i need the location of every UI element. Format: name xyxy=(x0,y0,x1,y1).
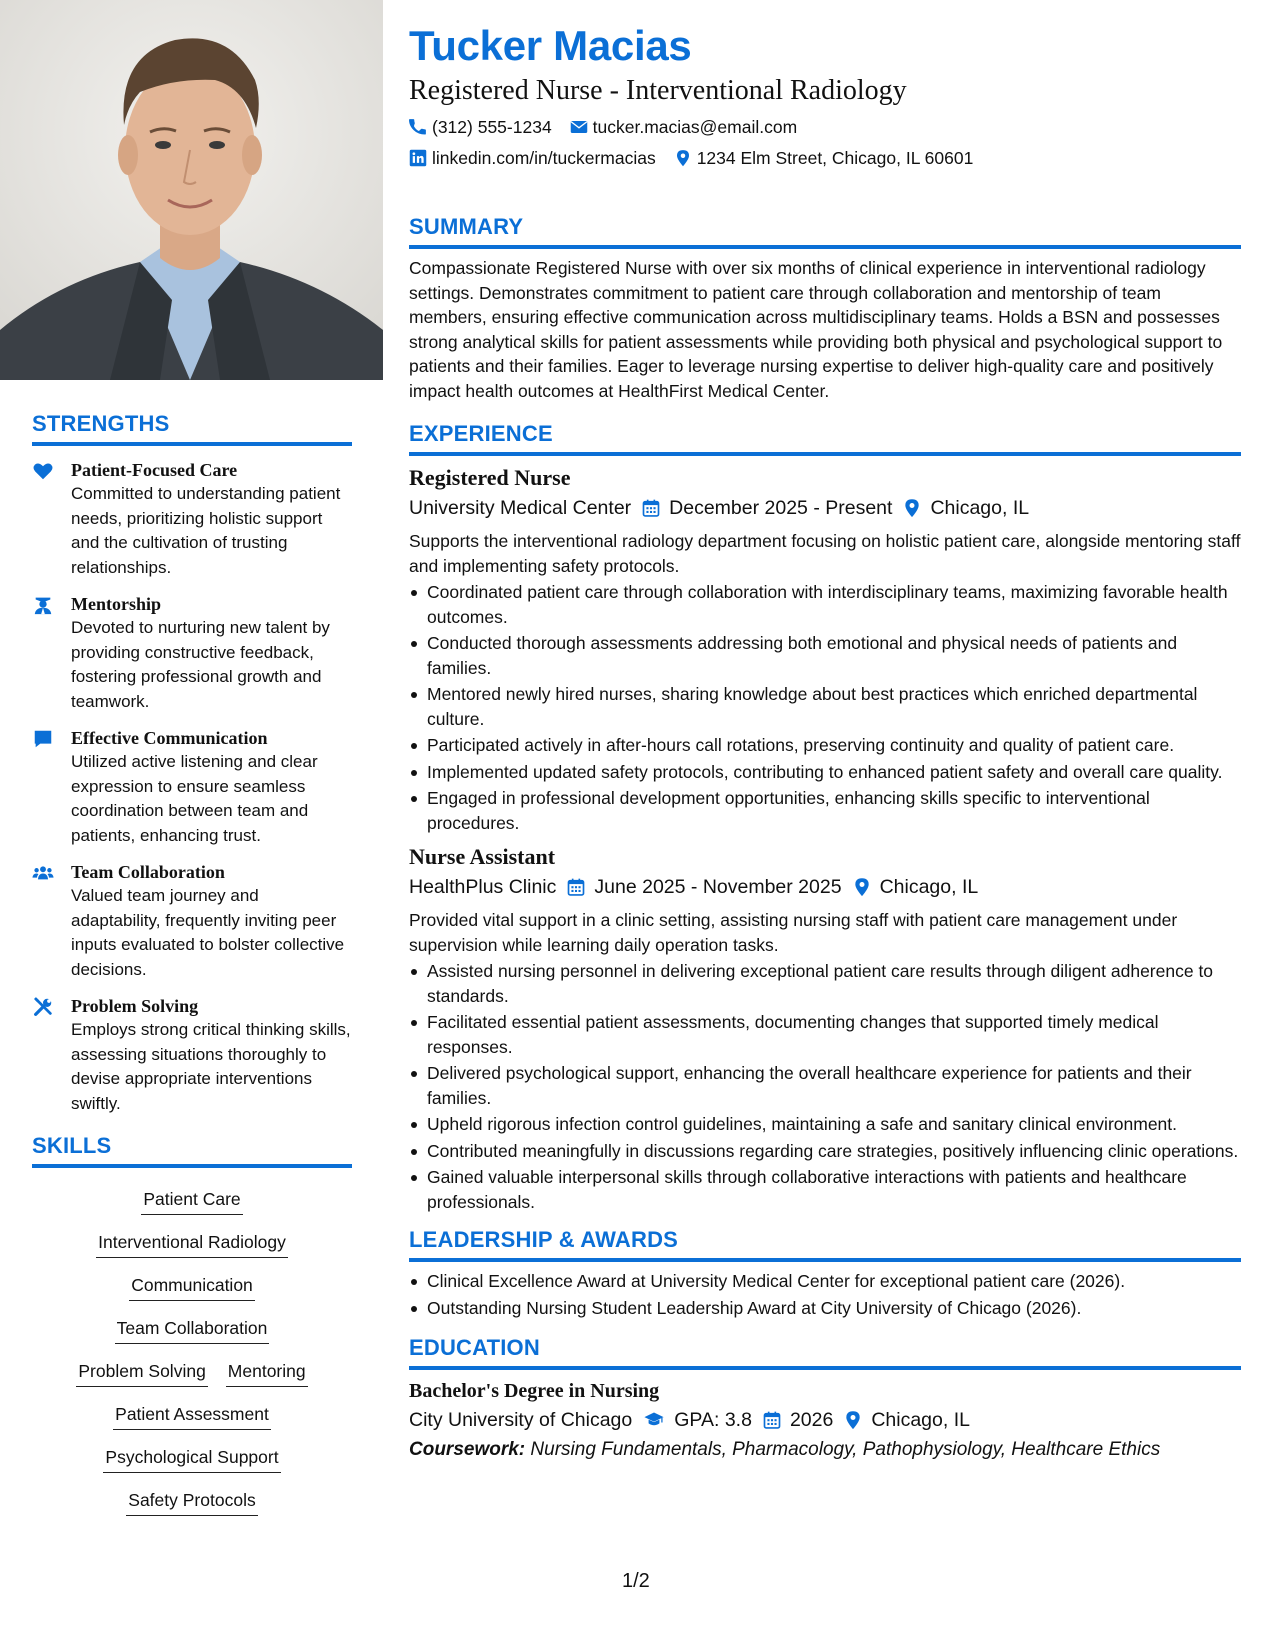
job-entry xyxy=(409,464,1241,835)
list-item: Upheld rigorous infection control guidelines, maintaining a safe and sanitary clinical environment. xyxy=(409,1112,1241,1137)
job-dates-text: June 2025 - November 2025 xyxy=(594,876,842,898)
email-contact[interactable] xyxy=(570,114,798,140)
job-bullets xyxy=(409,580,1241,835)
strength-item xyxy=(32,458,352,580)
leadership-section xyxy=(409,1226,1241,1320)
list-item: Implemented updated safety protocols, contributing to enhanced patient safety and overall care quality. xyxy=(409,760,1241,785)
page-number: 1/2 xyxy=(622,1570,650,1592)
education-location-text: Chicago, IL xyxy=(871,1409,970,1431)
education-location xyxy=(843,1406,970,1434)
strength-desc: Utilized active listening and clear expression to ensure seamless coordination between team and patients, enhancing trust. xyxy=(71,752,318,845)
gpa xyxy=(642,1406,752,1434)
envelope-icon xyxy=(570,118,588,136)
job-title: Registered Nurse xyxy=(409,465,571,490)
linkedin-text: linkedin.com/in/tuckermacias xyxy=(432,148,656,168)
education-meta xyxy=(409,1406,1241,1434)
skill-tag: Patient Care xyxy=(141,1186,242,1215)
skill-tag: Problem Solving xyxy=(76,1358,207,1387)
education-section xyxy=(409,1334,1241,1464)
map-pin-icon xyxy=(902,498,922,518)
candidate-role: Registered Nurse - Interventional Radiology xyxy=(409,75,907,106)
education-year xyxy=(762,1406,833,1434)
left-column xyxy=(32,410,352,1530)
tools-icon xyxy=(32,996,54,1018)
strengths-list xyxy=(32,458,352,1116)
email-text: tucker.macias@email.com xyxy=(592,117,798,137)
linkedin-icon xyxy=(409,149,427,167)
coursework xyxy=(409,1436,1241,1464)
contact-row-2 xyxy=(409,145,1241,171)
address-contact xyxy=(674,145,974,171)
phone-text: (312) 555-1234 xyxy=(432,117,552,137)
list-item: Contributed meaningfully in discussions regarding care strategies, positively influencing clinic operations. xyxy=(409,1139,1241,1164)
skill-tag: Mentoring xyxy=(226,1358,308,1387)
users-icon xyxy=(32,862,54,884)
list-item: Delivered psychological support, enhancing the overall healthcare experience for patients and their families. xyxy=(409,1061,1241,1110)
strengths-heading: STRENGTHS xyxy=(32,410,352,446)
strength-title: Patient-Focused Care xyxy=(71,460,238,480)
job-entry xyxy=(409,843,1241,1214)
strength-title: Mentorship xyxy=(71,594,161,614)
skill-tag: Communication xyxy=(129,1272,255,1301)
job-meta xyxy=(409,494,1241,522)
chat-bubble-icon xyxy=(32,728,54,750)
skills-heading: SKILLS xyxy=(32,1132,352,1168)
strength-desc: Committed to understanding patient needs, prioritizing holistic support and the cultivation of trusting relationships. xyxy=(71,484,341,577)
map-pin-icon xyxy=(852,877,872,897)
map-pin-icon xyxy=(674,149,692,167)
right-column xyxy=(409,20,1241,1464)
skill-tag: Patient Assessment xyxy=(113,1401,271,1430)
strength-title: Team Collaboration xyxy=(71,862,225,882)
address-text: 1234 Elm Street, Chicago, IL 60601 xyxy=(696,148,974,168)
list-item: Mentored newly hired nurses, sharing knowledge about best practices which enriched departmental culture. xyxy=(409,682,1241,731)
experience-heading: EXPERIENCE xyxy=(409,420,1241,456)
strength-item xyxy=(32,592,352,714)
degree-title: Bachelor's Degree in Nursing xyxy=(409,1380,660,1402)
summary-heading: SUMMARY xyxy=(409,213,1241,249)
strength-title: Problem Solving xyxy=(71,996,199,1016)
map-pin-icon xyxy=(843,1410,863,1430)
skill-tag: Psychological Support xyxy=(103,1444,280,1473)
calendar-icon xyxy=(641,498,661,518)
calendar-icon xyxy=(762,1410,782,1430)
job-location xyxy=(902,494,1029,522)
list-item: Coordinated patient care through collaboration with interdisciplinary teams, maximizing favorable health outcomes. xyxy=(409,580,1241,629)
list-item: Clinical Excellence Award at University Medical Center for exceptional patient care (2026). xyxy=(409,1269,1241,1294)
job-company: HealthPlus Clinic xyxy=(409,876,557,898)
skill-tag: Interventional Radiology xyxy=(96,1229,288,1258)
job-meta xyxy=(409,873,1241,901)
list-item: Facilitated essential patient assessments, documenting changes that supported timely medical responses. xyxy=(409,1010,1241,1059)
summary-section xyxy=(409,213,1241,403)
phone-icon xyxy=(409,118,427,136)
profile-photo xyxy=(0,0,383,380)
contact-row xyxy=(409,114,1241,140)
job-dates-text: December 2025 - Present xyxy=(669,497,893,519)
leadership-list xyxy=(409,1269,1241,1320)
job-location-text: Chicago, IL xyxy=(879,876,979,898)
candidate-name: Tucker Macias xyxy=(409,22,692,69)
gpa-text: GPA: 3.8 xyxy=(674,1409,752,1431)
strength-desc: Valued team journey and adaptability, frequently inviting peer inputs evaluated to bolster collective decisions. xyxy=(71,886,345,979)
list-item: Participated actively in after-hours call rotations, preserving continuity and quality of patient care. xyxy=(409,733,1241,758)
job-title: Nurse Assistant xyxy=(409,844,556,869)
job-summary: Supports the interventional radiology department focusing on holistic patient care, alongside mentoring staff and implementing safety protocols. xyxy=(409,531,1241,576)
list-item: Conducted thorough assessments addressing both emotional and physical needs of patients and families. xyxy=(409,631,1241,680)
job-dates xyxy=(641,494,892,522)
strength-desc: Devoted to nurturing new talent by providing constructive feedback, fostering professional growth and teamwork. xyxy=(71,618,330,711)
education-year-text: 2026 xyxy=(789,1409,834,1431)
list-item: Engaged in professional development opportunities, enhancing skills specific to interventional procedures. xyxy=(409,786,1241,835)
heart-icon xyxy=(32,460,54,482)
skills-list xyxy=(32,1186,352,1516)
strength-item xyxy=(32,994,352,1116)
school-name: City University of Chicago xyxy=(409,1409,633,1431)
job-company: University Medical Center xyxy=(409,497,632,519)
job-location xyxy=(852,873,979,901)
job-location-text: Chicago, IL xyxy=(930,497,1030,519)
strength-item xyxy=(32,860,352,982)
list-item: Gained valuable interpersonal skills through collaborative interactions with patients and healthcare professionals. xyxy=(409,1165,1241,1214)
summary-text: Compassionate Registered Nurse with over six months of clinical experience in interventional radiology settings. Demonstrates commitment to patient care through collaboration and mentorship of team members, ensuring effective communication across multidisciplinary teams. Holds a BSN and possesses strong analytical skills for patient assessments while providing both physical and psychological support to patients and their families. Eager to leverage nursing expertise to deliver high-quality care and positively impact health outcomes at HealthFirst Medical Center. xyxy=(409,258,1223,401)
strength-desc: Employs strong critical thinking skills, assessing situations thoroughly to devise appropriate interventions swiftly. xyxy=(71,1020,351,1113)
linkedin-contact[interactable] xyxy=(409,145,656,171)
calendar-icon xyxy=(566,877,586,897)
experience-section xyxy=(409,420,1241,1214)
list-item: Assisted nursing personnel in delivering exceptional patient care results through diligent adherence to standards. xyxy=(409,959,1241,1008)
skill-tag: Safety Protocols xyxy=(126,1487,257,1516)
list-item: Outstanding Nursing Student Leadership Award at City University of Chicago (2026). xyxy=(409,1296,1241,1321)
job-dates xyxy=(566,873,841,901)
leadership-heading: LEADERSHIP & AWARDS xyxy=(409,1226,1241,1262)
graduate-icon xyxy=(32,594,54,616)
job-bullets xyxy=(409,959,1241,1214)
skill-tag: Team Collaboration xyxy=(115,1315,270,1344)
job-summary: Provided vital support in a clinic setting, assisting nursing staff with patient care management under supervision while learning daily operation tasks. xyxy=(409,910,1178,955)
graduation-cap-icon xyxy=(642,1410,666,1430)
education-heading: EDUCATION xyxy=(409,1334,1241,1370)
strength-item xyxy=(32,726,352,848)
phone-contact[interactable] xyxy=(409,114,552,140)
coursework-label: Coursework: xyxy=(409,1439,526,1460)
coursework-text: Nursing Fundamentals, Pharmacology, Pathophysiology, Healthcare Ethics xyxy=(530,1439,1161,1460)
strength-title: Effective Communication xyxy=(71,728,268,748)
